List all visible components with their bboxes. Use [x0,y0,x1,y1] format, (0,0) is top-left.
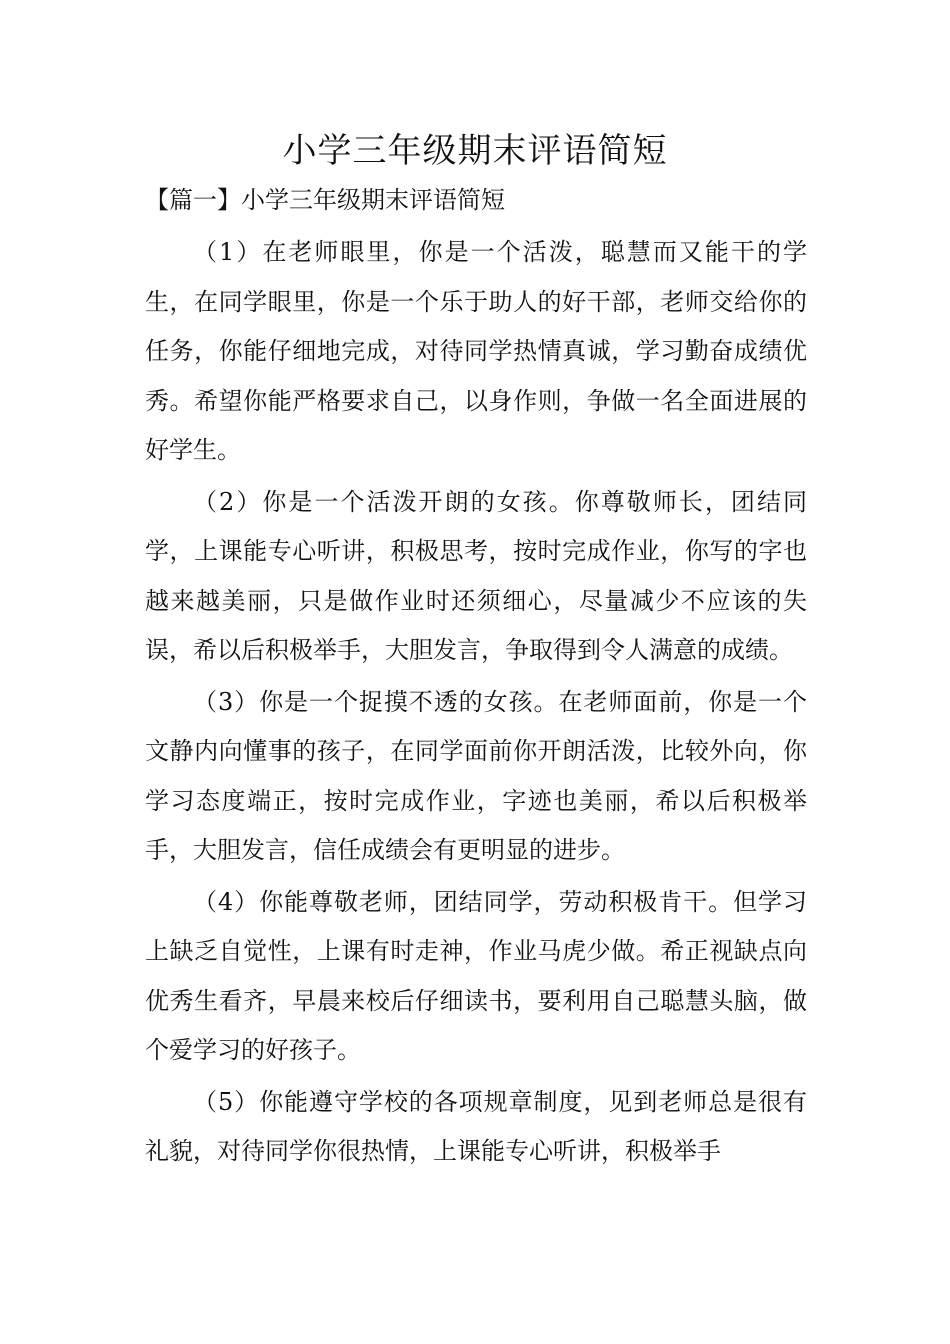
section-heading: 【篇一】小学三年级期末评语简短 [145,186,505,214]
paragraph-1: （1）在老师眼里，你是一个活泼，聪慧而又能干的学生，在同学眼里，你是一个乐于助人的好干部，老师交给你的任务，你能仔细地完成，对待同学热情真诚，学习勤奋成绩优秀。希望你能严格要求自己，以身作则，争做一名全面进展的好学生。 [145,238,807,464]
paragraph-3: （3）你是一个捉摸不透的女孩。在老师面前，你是一个文静内向懂事的孩子，在同学面前你开朗活泼，比较外向，你学习态度端正，按时完成作业，字迹也美丽，希以后积极举手，大胆发言，信任成绩会有更明显的进步。 [145,687,807,864]
paragraph-2: （2）你是一个活泼开朗的女孩。你尊敬师长，团结同学，上课能专心听讲，积极思考，按时完成作业，你写的字也越来越美丽，只是做作业时还须细心，尽量减少不应该的失误，希以后积极举手，大胆发言，争取得到令人满意的成绩。 [145,487,807,664]
paragraph-5: （5）你能遵守学校的各项规章制度，见到老师总是很有礼貌，对待同学你很热情，上课能专心听讲，积极举手 [145,1087,807,1165]
document-body [145,228,807,1179]
paragraph-4: （4）你能尊敬老师，团结同学，劳动积极肯干。但学习上缺乏自觉性，上课有时走神，作业马虎少做。希正视缺点向优秀生看齐，早晨来校后仔细读书，要利用自己聪慧头脑，做个爱学习的好孩子。 [145,887,807,1064]
document-title: 小学三年级期末评语简短 [282,131,668,171]
